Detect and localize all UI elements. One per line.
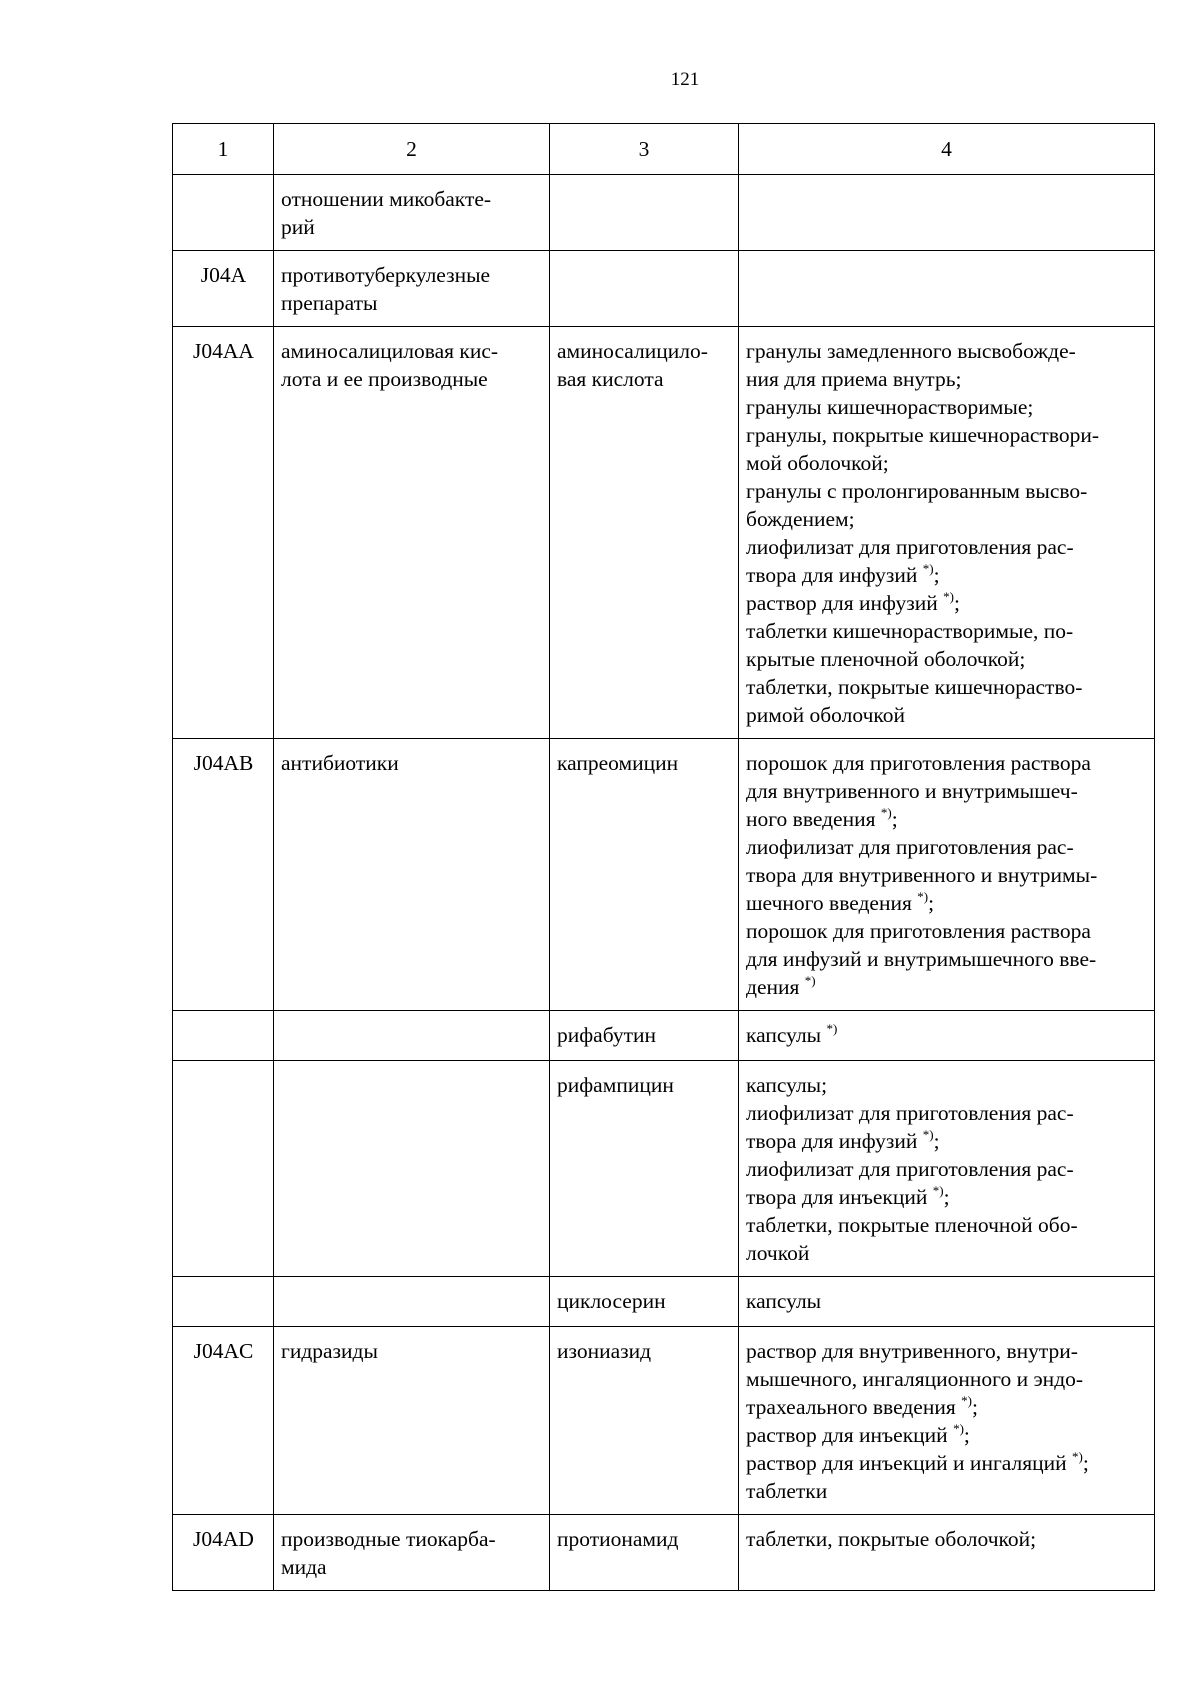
- dosage-form-line: [746, 477, 1148, 505]
- dosage-form-line: [746, 1421, 1148, 1449]
- footnote-mark: *): [917, 889, 929, 904]
- anatomical-group-line: противотуберкулезные: [281, 263, 491, 287]
- dosage-form-line: [746, 973, 1148, 1001]
- atc-code-cell: J04AC: [173, 1327, 274, 1515]
- table-row: [173, 327, 1155, 739]
- anatomical-group-cell: [274, 1011, 550, 1061]
- dosage-form-punctuation: ;: [971, 1395, 978, 1419]
- dosage-form-line: [746, 337, 1148, 365]
- footnote-mark: *): [880, 805, 892, 820]
- dosage-form-line: [746, 1449, 1148, 1477]
- dosage-form-line: [746, 561, 1148, 589]
- dosage-forms-cell: [739, 1277, 1155, 1327]
- dosage-form-text: лиофилизат для приготовления рас-: [746, 1157, 1074, 1181]
- dosage-form-line: [746, 505, 1148, 533]
- dosage-form-text: мой оболочкой;: [746, 451, 889, 475]
- substance-line: вая кислота: [557, 367, 664, 391]
- dosage-form-punctuation: ;: [933, 563, 940, 587]
- substance-cell: [550, 1011, 739, 1061]
- dosage-form-line: [746, 365, 1148, 393]
- footnote-mark: *): [943, 589, 954, 604]
- dosage-form-line: [746, 861, 1148, 889]
- dosage-form-line: [746, 777, 1148, 805]
- table-row: [173, 1011, 1155, 1061]
- dosage-form-text: таблетки, покрытые пленочной обо-: [746, 1213, 1078, 1237]
- dosage-form-line: [746, 617, 1148, 645]
- dosage-form-line: [746, 1021, 1148, 1049]
- drug-table: [172, 123, 1155, 1591]
- dosage-form-text: шечного введения: [746, 891, 918, 915]
- dosage-forms-cell: [739, 251, 1155, 327]
- substance-line: аминосалицило-: [557, 339, 708, 363]
- dosage-form-line: [746, 645, 1148, 673]
- substance-line: рифабутин: [557, 1023, 657, 1047]
- dosage-form-line: [746, 1127, 1148, 1155]
- column-header: 1: [173, 124, 274, 175]
- substance-line: протионамид: [557, 1527, 679, 1551]
- dosage-form-line: [746, 1365, 1148, 1393]
- substance-cell: [550, 1327, 739, 1515]
- footnote-mark: *): [961, 1393, 972, 1408]
- dosage-form-text: раствор для инъекций: [746, 1423, 954, 1447]
- anatomical-group-line: производные тиокарба-: [281, 1527, 496, 1551]
- dosage-form-text: твора для внутривенного и внутримы-: [746, 863, 1098, 887]
- substance-cell: [550, 1277, 739, 1327]
- dosage-form-line: [746, 889, 1148, 917]
- dosage-form-text: таблетки кишечнорастворимые, по-: [746, 619, 1074, 643]
- anatomical-group-cell: [274, 1277, 550, 1327]
- atc-code-cell: [173, 1277, 274, 1327]
- dosage-form-punctuation: ;: [928, 891, 935, 915]
- dosage-form-text: гранулы с пролонгированным высво-: [746, 479, 1088, 503]
- atc-code-cell: [173, 1061, 274, 1277]
- dosage-form-text: твора для инфузий: [746, 563, 923, 587]
- dosage-form-text: раствор для инъекций и ингаляций: [746, 1451, 1073, 1475]
- dosage-form-line: [746, 1071, 1148, 1099]
- anatomical-group-line: отношении микобакте-: [281, 187, 492, 211]
- dosage-form-text: ния для приема внутрь;: [746, 367, 962, 391]
- dosage-form-line: [746, 421, 1148, 449]
- dosage-form-punctuation: ;: [1082, 1451, 1089, 1475]
- dosage-forms-cell: [739, 1515, 1155, 1591]
- table-row: [173, 1277, 1155, 1327]
- atc-code-cell: [173, 175, 274, 251]
- table-row: [173, 1061, 1155, 1277]
- footnote-mark: *): [922, 1127, 934, 1142]
- dosage-form-text: римой оболочкой: [746, 703, 905, 727]
- dosage-form-line: [746, 533, 1148, 561]
- dosage-form-text: для инфузий и внутримышечного вве-: [746, 947, 1097, 971]
- dosage-form-text: твора для инфузий: [746, 1129, 923, 1153]
- anatomical-group-cell: [274, 1061, 550, 1277]
- dosage-form-line: [746, 701, 1148, 729]
- table-header-row: [173, 124, 1155, 175]
- dosage-forms-cell: [739, 1327, 1155, 1515]
- dosage-form-line: [746, 1477, 1148, 1505]
- substance-line: капреомицин: [557, 751, 679, 775]
- dosage-form-line: [746, 945, 1148, 973]
- substance-line: изониазид: [557, 1339, 652, 1363]
- table-row: [173, 251, 1155, 327]
- anatomical-group-line: антибиотики: [281, 751, 399, 775]
- dosage-form-punctuation: ;: [933, 1129, 940, 1153]
- dosage-form-line: [746, 1239, 1148, 1267]
- footnote-mark: *): [1072, 1449, 1083, 1464]
- dosage-form-text: мышечного, ингаляционного и эндо-: [746, 1367, 1084, 1391]
- dosage-form-punctuation: ;: [953, 591, 960, 615]
- substance-line: рифампицин: [557, 1073, 674, 1097]
- dosage-form-text: гранулы, покрытые кишечнораствори-: [746, 423, 1099, 447]
- dosage-form-text: таблетки, покрытые оболочкой;: [746, 1527, 1037, 1551]
- dosage-form-text: таблетки, покрытые кишечнораство-: [746, 675, 1083, 699]
- column-header: 3: [550, 124, 739, 175]
- dosage-form-text: бождением;: [746, 507, 855, 531]
- anatomical-group-line: препараты: [281, 291, 378, 315]
- table-row: [173, 1327, 1155, 1515]
- anatomical-group-cell: [274, 327, 550, 739]
- anatomical-group-line: аминосалициловая кис-: [281, 339, 499, 363]
- dosage-form-text: дения: [746, 975, 805, 999]
- dosage-form-line: [746, 1155, 1148, 1183]
- anatomical-group-line: рий: [281, 215, 315, 239]
- dosage-forms-cell: [739, 1061, 1155, 1277]
- dosage-forms-cell: [739, 1011, 1155, 1061]
- substance-cell: [550, 327, 739, 739]
- atc-code-cell: J04A: [173, 251, 274, 327]
- dosage-form-text: гранулы замедленного высвобожде-: [746, 339, 1076, 363]
- dosage-form-line: [746, 1337, 1148, 1365]
- dosage-form-line: [746, 1211, 1148, 1239]
- dosage-form-line: [746, 917, 1148, 945]
- dosage-form-line: [746, 1183, 1148, 1211]
- table-row: [173, 739, 1155, 1011]
- substance-cell: [550, 1061, 739, 1277]
- dosage-form-line: [746, 1099, 1148, 1127]
- anatomical-group-cell: [274, 1327, 550, 1515]
- dosage-form-line: [746, 1525, 1148, 1553]
- substance-cell: [550, 739, 739, 1011]
- atc-code-cell: J04AD: [173, 1515, 274, 1591]
- anatomical-group-line: лота и ее производные: [281, 367, 488, 391]
- footnote-mark: *): [922, 561, 934, 576]
- dosage-form-text: ного введения: [746, 807, 881, 831]
- anatomical-group-cell: [274, 251, 550, 327]
- footnote-mark: *): [932, 1183, 944, 1198]
- column-header: 2: [274, 124, 550, 175]
- dosage-form-text: капсулы: [746, 1289, 822, 1313]
- dosage-form-text: лиофилизат для приготовления рас-: [746, 835, 1074, 859]
- anatomical-group-cell: [274, 739, 550, 1011]
- dosage-form-text: твора для инъекций: [746, 1185, 933, 1209]
- dosage-form-line: [746, 393, 1148, 421]
- page-number: 121: [670, 69, 700, 90]
- dosage-form-text: лочкой: [746, 1241, 810, 1265]
- dosage-form-text: порошок для приготовления раствора: [746, 919, 1091, 943]
- column-header: 4: [739, 124, 1155, 175]
- anatomical-group-line: гидразиды: [281, 1339, 378, 1363]
- footnote-mark: *): [804, 973, 816, 988]
- anatomical-group-cell: [274, 1515, 550, 1591]
- anatomical-group-cell: [274, 175, 550, 251]
- dosage-form-text: порошок для приготовления раствора: [746, 751, 1091, 775]
- substance-line: циклосерин: [557, 1289, 666, 1313]
- atc-code-cell: [173, 1011, 274, 1061]
- dosage-form-text: крытые пленочной оболочкой;: [746, 647, 1026, 671]
- dosage-form-punctuation: ;: [963, 1423, 970, 1447]
- anatomical-group-line: мида: [281, 1555, 327, 1579]
- dosage-form-text: капсулы;: [746, 1073, 828, 1097]
- dosage-form-text: трахеального введения: [746, 1395, 962, 1419]
- dosage-form-punctuation: ;: [891, 807, 898, 831]
- dosage-form-text: раствор для внутривенного, внутри-: [746, 1339, 1078, 1363]
- dosage-form-line: [746, 589, 1148, 617]
- dosage-forms-cell: [739, 327, 1155, 739]
- dosage-form-line: [746, 673, 1148, 701]
- dosage-form-text: гранулы кишечнорастворимые;: [746, 395, 1034, 419]
- footnote-mark: *): [953, 1421, 964, 1436]
- footnote-mark: *): [826, 1021, 838, 1036]
- dosage-form-text: капсулы: [746, 1023, 827, 1047]
- table-body: [173, 175, 1155, 1591]
- dosage-form-punctuation: ;: [943, 1185, 950, 1209]
- table-row: [173, 1515, 1155, 1591]
- dosage-forms-cell: [739, 175, 1155, 251]
- atc-code-cell: J04AB: [173, 739, 274, 1011]
- dosage-form-text: лиофилизат для приготовления рас-: [746, 1101, 1074, 1125]
- dosage-form-text: таблетки: [746, 1479, 828, 1503]
- dosage-form-line: [746, 749, 1148, 777]
- table-row: [173, 175, 1155, 251]
- substance-cell: [550, 1515, 739, 1591]
- dosage-form-text: для внутривенного и внутримышеч-: [746, 779, 1078, 803]
- substance-cell: [550, 175, 739, 251]
- atc-code-cell: J04AA: [173, 327, 274, 739]
- dosage-forms-cell: [739, 739, 1155, 1011]
- dosage-form-text: раствор для инфузий: [746, 591, 944, 615]
- substance-cell: [550, 251, 739, 327]
- dosage-form-line: [746, 805, 1148, 833]
- dosage-form-line: [746, 833, 1148, 861]
- dosage-form-line: [746, 1287, 1148, 1315]
- dosage-form-line: [746, 1393, 1148, 1421]
- dosage-form-text: лиофилизат для приготовления рас-: [746, 535, 1074, 559]
- dosage-form-line: [746, 449, 1148, 477]
